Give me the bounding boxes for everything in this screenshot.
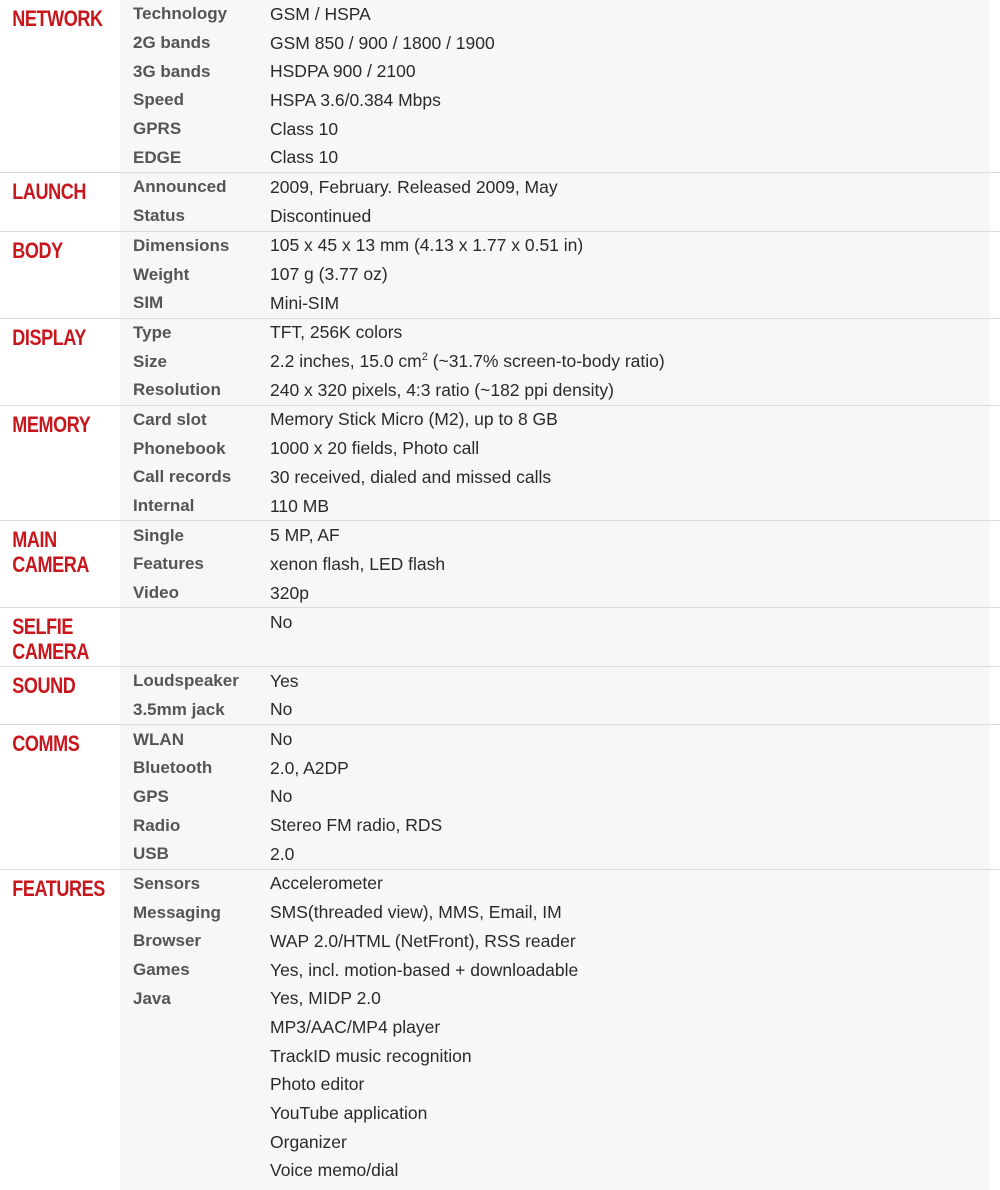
spec-value: Mini-SIM	[270, 292, 340, 313]
spec-label[interactable]: Weight	[133, 264, 190, 284]
section-title: FEATURES	[12, 875, 105, 901]
spec-row	[120, 927, 1000, 956]
spec-label[interactable]: Browser	[133, 931, 202, 951]
spec-value: TrackID music recognition	[270, 1045, 472, 1066]
spec-row	[120, 696, 1000, 725]
spec-value: Voice memo/dial	[270, 1160, 399, 1181]
spec-label[interactable]: Java	[133, 988, 171, 1008]
spec-value: Memory Stick Micro (M2), up to 8 GB	[270, 409, 558, 430]
spec-row	[120, 434, 1000, 463]
spec-value: Discontinued	[270, 205, 372, 226]
spec-value-part: (~31.7% screen-to-body ratio)	[427, 351, 665, 372]
spec-row	[120, 376, 1000, 405]
spec-value: 2.0, A2DP	[270, 757, 349, 778]
spec-value: Accelerometer	[270, 873, 383, 894]
spec-row	[120, 1157, 1000, 1186]
spec-rows	[120, 608, 1000, 665]
spec-row	[120, 1042, 1000, 1071]
spec-label[interactable]: Announced	[133, 177, 227, 197]
spec-value-part: 2.2 inches, 15.0 cm	[270, 351, 422, 372]
spec-label[interactable]: Phonebook	[133, 438, 226, 458]
spec-label[interactable]: Call records	[133, 467, 232, 487]
section-title: NETWORK	[12, 6, 103, 31]
spec-rows	[120, 0, 1000, 172]
section-title: COMMS	[12, 731, 80, 757]
spec-label[interactable]: GPS	[133, 786, 169, 806]
spec-rows	[120, 725, 1000, 868]
spec-label[interactable]: Video	[133, 583, 179, 603]
spec-value: Organizer	[270, 1131, 347, 1152]
section-memory	[0, 405, 1000, 521]
spec-value: Yes, MIDP 2.0	[270, 988, 381, 1009]
section-title: MAIN CAMERA	[12, 527, 90, 578]
spec-value: MP3/AAC/MP4 player	[270, 1016, 441, 1037]
spec-value: 240 x 320 pixels, 4:3 ratio (~182 ppi density)	[270, 379, 614, 400]
spec-row	[120, 86, 1000, 115]
spec-label[interactable]: Internal	[133, 496, 195, 516]
spec-row	[120, 406, 1000, 435]
spec-row	[120, 811, 1000, 840]
spec-label[interactable]: Type	[133, 322, 172, 342]
spec-value: HSDPA 900 / 2100	[270, 61, 416, 82]
spec-row	[120, 463, 1000, 492]
spec-row	[120, 0, 1000, 29]
spec-value: 2.0	[270, 843, 295, 864]
spec-value: 5 MP, AF	[270, 525, 340, 546]
section-title: SELFIE CAMERA	[12, 614, 90, 665]
spec-value: Stereo FM radio, RDS	[270, 815, 443, 836]
spec-row	[120, 115, 1000, 144]
spec-label[interactable]: Single	[133, 525, 185, 545]
spec-value: GSM 850 / 900 / 1800 / 1900	[270, 32, 495, 53]
spec-row	[120, 202, 1000, 231]
spec-row	[120, 260, 1000, 289]
spec-value: No	[270, 612, 293, 633]
spec-row	[120, 57, 1000, 86]
spec-row	[120, 29, 1000, 58]
spec-row	[120, 984, 1000, 1013]
section-comms	[0, 724, 1000, 868]
spec-value: Photo editor	[270, 1074, 365, 1095]
spec-value: Yes	[270, 670, 299, 691]
spec-row	[120, 579, 1000, 608]
spec-row	[120, 783, 1000, 812]
spec-row	[120, 347, 1000, 376]
spec-label[interactable]: Messaging	[133, 902, 221, 922]
spec-label[interactable]: 3.5mm jack	[133, 699, 225, 719]
spec-label[interactable]: 2G bands	[133, 33, 211, 53]
spec-value: No	[270, 699, 293, 720]
section-features	[0, 869, 1000, 1190]
spec-row	[120, 608, 1000, 637]
spec-row	[120, 173, 1000, 202]
spec-rows	[120, 319, 1000, 405]
spec-label[interactable]: WLAN	[133, 729, 184, 749]
spec-row	[120, 725, 1000, 754]
spec-label[interactable]: Size	[133, 351, 168, 371]
spec-row	[120, 232, 1000, 261]
section-sound	[0, 666, 1000, 724]
spec-row	[120, 667, 1000, 696]
section-selfie-camera	[0, 607, 1000, 665]
spec-rows	[120, 870, 1000, 1190]
spec-value: 1000 x 20 fields, Photo call	[270, 438, 480, 459]
spec-row	[120, 1099, 1000, 1128]
spec-label[interactable]: Technology	[133, 4, 228, 24]
spec-value: No	[270, 786, 293, 807]
spec-label[interactable]: Sensors	[133, 873, 201, 893]
spec-value: Yes, incl. motion-based + downloadable	[270, 959, 579, 980]
section-title: SOUND	[12, 672, 76, 698]
spec-row	[120, 319, 1000, 348]
superscript: 2	[421, 351, 428, 364]
spec-row	[120, 637, 1000, 666]
section-main-camera	[0, 520, 1000, 607]
spec-value: 320p	[270, 582, 309, 603]
spec-row	[120, 956, 1000, 985]
section-display	[0, 318, 1000, 405]
spec-row	[120, 840, 1000, 869]
spec-rows	[120, 232, 1000, 318]
spec-value: 110 MB	[270, 495, 330, 516]
spec-row	[120, 521, 1000, 550]
spec-value: WAP 2.0/HTML (NetFront), RSS reader	[270, 930, 576, 951]
spec-label[interactable]: GPRS	[133, 119, 182, 139]
spec-label[interactable]: Status	[133, 206, 185, 226]
spec-label[interactable]: Games	[133, 960, 190, 980]
spec-rows	[120, 406, 1000, 521]
spec-value: No	[270, 729, 293, 750]
spec-row	[120, 550, 1000, 579]
spec-value: 105 x 45 x 13 mm (4.13 x 1.77 x 0.51 in)	[270, 235, 584, 256]
spec-value: SMS(threaded view), MMS, Email, IM	[270, 902, 562, 923]
spec-label[interactable]: Features	[133, 554, 204, 574]
spec-label[interactable]: SIM	[133, 293, 164, 313]
spec-row	[120, 143, 1000, 172]
spec-label[interactable]: Radio	[133, 815, 181, 835]
spec-value: xenon flash, LED flash	[270, 553, 446, 574]
spec-label[interactable]: Speed	[133, 90, 185, 110]
section-body	[0, 231, 1000, 318]
spec-value: TFT, 256K colors	[270, 322, 403, 343]
spec-rows	[120, 173, 1000, 230]
spec-rows	[120, 667, 1000, 724]
spec-value: GSM / HSPA	[270, 3, 371, 24]
spec-label[interactable]: Card slot	[133, 409, 207, 429]
spec-value: 2009, February. Released 2009, May	[270, 176, 558, 197]
spec-row	[120, 492, 1000, 521]
spec-value: 30 received, dialed and missed calls	[270, 466, 552, 487]
spec-value	[270, 351, 665, 372]
spec-label[interactable]: 3G bands	[133, 61, 211, 81]
spec-label[interactable]: Resolution	[133, 380, 221, 400]
spec-row	[120, 870, 1000, 899]
section-title: MEMORY	[12, 411, 91, 437]
section-title: LAUNCH	[12, 179, 87, 205]
spec-label[interactable]: Loudspeaker	[133, 671, 239, 691]
spec-row	[120, 289, 1000, 318]
spec-value: HSPA 3.6/0.384 Mbps	[270, 89, 441, 110]
spec-rows	[120, 521, 1000, 607]
spec-row	[120, 754, 1000, 783]
spec-row	[120, 1070, 1000, 1099]
spec-row	[120, 1128, 1000, 1157]
spec-label[interactable]: EDGE	[133, 147, 182, 167]
section-network	[0, 0, 1000, 172]
spec-label[interactable]: Dimensions	[133, 235, 230, 255]
spec-row	[120, 898, 1000, 927]
spec-label[interactable]: USB	[133, 844, 169, 864]
section-title: BODY	[12, 237, 63, 263]
spec-value: Class 10	[270, 147, 339, 168]
spec-value: YouTube application	[270, 1102, 428, 1123]
spec-label[interactable]: Bluetooth	[133, 758, 213, 778]
section-launch	[0, 172, 1000, 230]
spec-value: 107 g (3.77 oz)	[270, 264, 388, 285]
spec-row	[120, 1013, 1000, 1042]
section-title: DISPLAY	[12, 324, 86, 350]
spec-value: Class 10	[270, 118, 339, 139]
